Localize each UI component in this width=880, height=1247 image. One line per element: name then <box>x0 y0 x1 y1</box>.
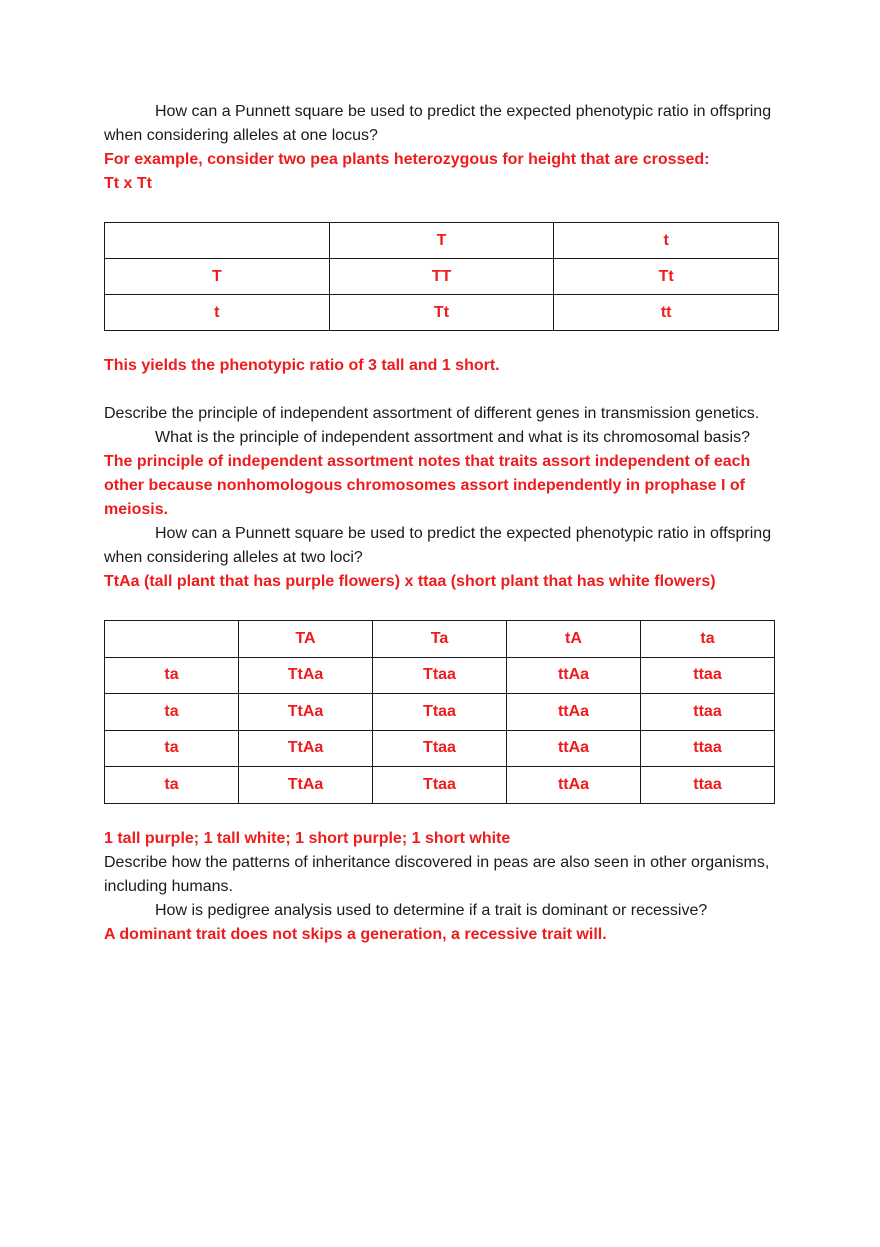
table-cell: ttAa <box>507 657 641 694</box>
answer-pedigree: A dominant trait does not skips a generation, a recessive trait will. <box>104 925 607 943</box>
table-cell: tA <box>507 621 641 658</box>
result-ratio-one-locus: This yields the phenotypic ratio of 3 tall and 1 short. <box>104 357 500 374</box>
table-cell: ta <box>641 621 775 658</box>
section-heading-inheritance-patterns: Describe how the patterns of inheritance discovered in peas are also seen in other organisms, including humans. <box>104 853 770 895</box>
table-cell: TT <box>329 259 554 295</box>
table-cell: ta <box>105 767 239 804</box>
answer-dihybrid-cross: TtAa (tall plant that has purple flowers) x ttaa (short plant that has white flowers) <box>104 573 716 590</box>
table-row <box>105 295 779 331</box>
question-pedigree: How is pedigree analysis used to determine if a trait is dominant or recessive? <box>155 901 708 919</box>
table-cell: TA <box>239 621 373 658</box>
table-row <box>105 223 779 259</box>
table-cell: ttaa <box>641 767 775 804</box>
table-cell: ttaa <box>641 694 775 731</box>
punnett-square-monohybrid <box>104 222 779 331</box>
result-ratio-two-loci: 1 tall purple; 1 tall white; 1 short purple; 1 short white <box>104 829 511 847</box>
table-cell: ttAa <box>507 694 641 731</box>
table-cell: Tt <box>329 295 554 331</box>
table-cell: TtAa <box>239 657 373 694</box>
table-cell: Ttaa <box>373 767 507 804</box>
section-heading-independent-assortment: Describe the principle of independent assortment of different genes in transmission genetics. <box>104 405 760 422</box>
table-cell: Ttaa <box>373 730 507 767</box>
table-row <box>105 730 775 767</box>
question-one-locus: How can a Punnett square be used to predict the expected phenotypic ratio in offspring when considering alleles at one locus? <box>104 103 772 144</box>
table-row <box>105 657 775 694</box>
table-row <box>105 767 775 804</box>
question-two-loci: How can a Punnett square be used to predict the expected phenotypic ratio in offspring when considering alleles at two loci? <box>104 525 772 566</box>
table-cell: TtAa <box>239 730 373 767</box>
answer-example: For example, consider two pea plants heterozygous for height that are crossed: <box>104 151 710 168</box>
table-row <box>105 259 779 295</box>
table-cell: ta <box>105 730 239 767</box>
table-cell: Ttaa <box>373 657 507 694</box>
table-cell: ttaa <box>641 657 775 694</box>
table-cell: t <box>554 223 779 259</box>
table-cell: T <box>105 259 330 295</box>
punnett-square-dihybrid <box>104 620 775 804</box>
spacer <box>104 378 778 402</box>
table-cell: TtAa <box>239 694 373 731</box>
table-cell: Ta <box>373 621 507 658</box>
table-cell: ttaa <box>641 730 775 767</box>
answer-independent-assortment: The principle of independent assortment notes that traits assort independent of each other because nonhomologous chromosomes assort independently in prophase I of meiosis. <box>104 453 751 518</box>
table-cell: t <box>105 295 330 331</box>
table-cell: Ttaa <box>373 694 507 731</box>
table-cell <box>105 621 239 658</box>
table-cell: tt <box>554 295 779 331</box>
document-page <box>104 100 778 947</box>
question-independent-assortment: What is the principle of independent assortment and what is its chromosomal basis? <box>155 429 750 446</box>
table-cell: ttAa <box>507 730 641 767</box>
table-cell: T <box>329 223 554 259</box>
table-cell <box>105 223 330 259</box>
table-cell: ta <box>105 657 239 694</box>
table-row <box>105 621 775 658</box>
table-cell: Tt <box>554 259 779 295</box>
table-cell: ttAa <box>507 767 641 804</box>
table-row <box>105 694 775 731</box>
table-cell: ta <box>105 694 239 731</box>
answer-cross: Tt x Tt <box>104 175 152 192</box>
table-cell: TtAa <box>239 767 373 804</box>
